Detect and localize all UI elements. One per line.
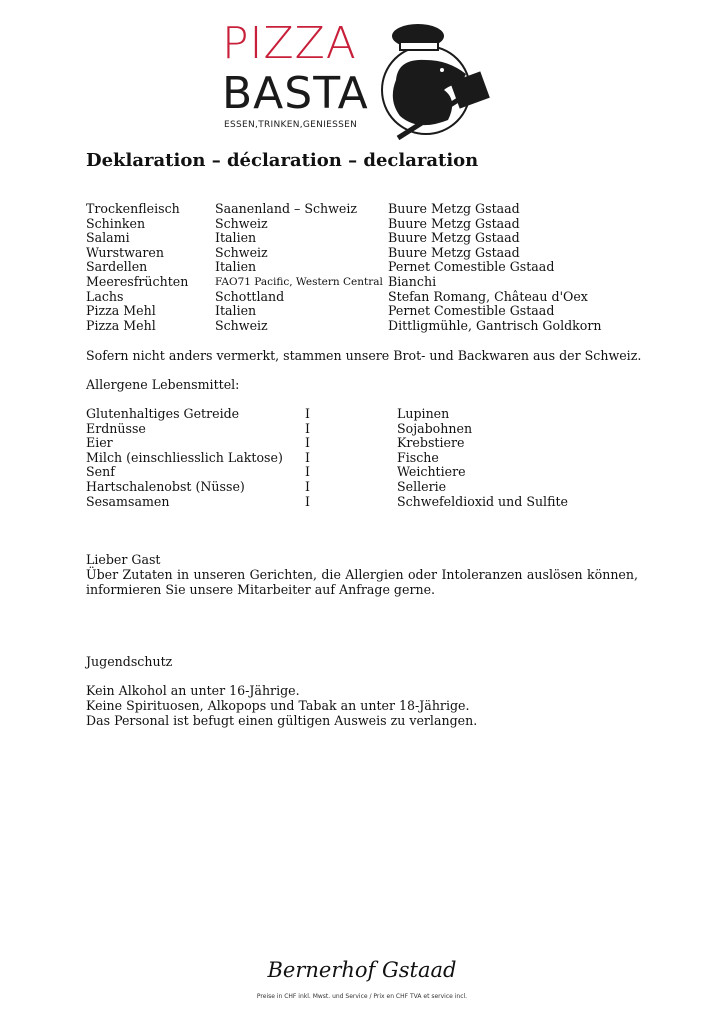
separator: I: [305, 420, 310, 436]
logo-basta-text: BASTA: [222, 68, 369, 119]
allergen: Krebstiere: [397, 435, 465, 451]
product-name: Schinken: [86, 215, 146, 231]
separator: I: [305, 464, 310, 480]
youth-line: Kein Alkohol an unter 16-Jährige.: [86, 683, 300, 698]
supplier: Bianchi: [388, 274, 437, 289]
separator: I: [305, 449, 310, 465]
price-note: Preise in CHF inkl. Mwst. und Service / Prix en CHF TVA et service incl.: [256, 993, 468, 1000]
logo-pizza-text: PIZZA: [222, 18, 357, 69]
origin: FAO71 Pacific, Western Central: [215, 276, 383, 288]
signature-logo: Bernerhof Gstaad: [267, 958, 457, 982]
allergen: Sojabohnen: [397, 420, 473, 436]
supplier: Buure Metzg Gstaad: [388, 201, 520, 216]
origin: Saanenland – Schweiz: [215, 201, 358, 216]
origin: Italien: [215, 303, 257, 319]
youth-line: Keine Spirituosen, Alkopops und Tabak an unter 18-Jährige.: [86, 698, 470, 713]
supplier: Stefan Romang, Château d'Oex: [388, 288, 588, 304]
separator: I: [305, 493, 310, 509]
bread-note: Sofern nicht anders vermerkt, stammen unsere Brot- und Backwaren aus der Schweiz.: [86, 348, 642, 363]
allergen: Weichtiere: [397, 464, 466, 480]
allergen: Erdnüsse: [86, 420, 146, 436]
product-name: Sardellen: [86, 259, 148, 275]
origin: Schweiz: [215, 244, 268, 260]
origin: Italien: [215, 230, 257, 246]
allergen: Eier: [86, 435, 113, 451]
origin: Schweiz: [215, 215, 268, 231]
logo-tagline: ESSEN,TRINKEN,GENIESSEN: [224, 120, 358, 130]
allergen: Glutenhaltiges Getreide: [86, 406, 240, 421]
allergen: Sellerie: [397, 479, 447, 494]
guest-text: Über Zutaten in unseren Gerichten, die Allergien oder Intoleranzen auslösen können, informieren Sie unsere Mitarbeiter auf Anfrage gerne.: [86, 567, 638, 597]
youth-line: Das Personal ist befugt einen gültigen Ausweis zu verlangen.: [86, 713, 478, 728]
product-name: Lachs: [86, 288, 124, 304]
allergen: Fische: [397, 449, 439, 465]
product-name: Pizza Mehl: [86, 303, 156, 319]
youth-heading: Jugendschutz: [86, 654, 173, 669]
allergen: Sesamsamen: [86, 493, 170, 509]
supplier: Buure Metzg Gstaad: [388, 230, 520, 246]
supplier: Buure Metzg Gstaad: [388, 215, 520, 231]
separator: I: [305, 435, 310, 451]
page-title: Deklaration – déclaration – declaration: [86, 150, 479, 171]
origin: Italien: [215, 259, 257, 275]
bear-chef-logo-icon: [378, 20, 503, 142]
product-name: Pizza Mehl: [86, 317, 156, 333]
supplier: Buure Metzg Gstaad: [388, 244, 520, 260]
product-name: Trockenfleisch: [86, 201, 180, 216]
product-name: Meeresfrüchten: [86, 274, 189, 289]
separator: I: [305, 479, 310, 494]
guest-heading: Lieber Gast: [86, 552, 161, 567]
origin: Schottland: [215, 288, 285, 304]
separator: I: [305, 406, 310, 421]
allergen: Schwefeldioxid und Sulfite: [397, 493, 568, 509]
product-name: Wurstwaren: [86, 244, 164, 260]
allergen: Milch (einschliesslich Laktose): [86, 449, 283, 465]
supplier: Dittligmühle, Gantrisch Goldkorn: [388, 317, 602, 333]
allergens-heading: Allergene Lebensmittel:: [86, 377, 240, 392]
supplier: Pernet Comestible Gstaad: [388, 259, 555, 275]
allergen: Hartschalenobst (Nüsse): [86, 479, 245, 494]
product-name: Salami: [86, 230, 130, 246]
supplier: Pernet Comestible Gstaad: [388, 303, 555, 319]
allergen: Lupinen: [397, 406, 450, 421]
origin: Schweiz: [215, 317, 268, 333]
allergen: Senf: [86, 464, 115, 480]
